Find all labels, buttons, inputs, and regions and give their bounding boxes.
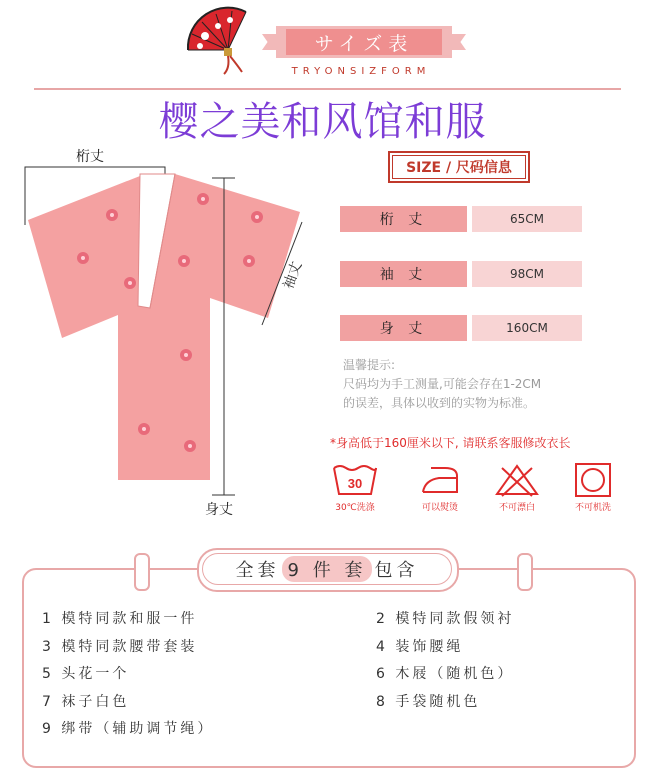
size-label: 袖 丈	[340, 261, 467, 287]
kimono-illustration	[0, 140, 330, 530]
tip-line: 尺码均为手工测量,可能会存在1-2CM	[343, 377, 542, 391]
set-items-right	[376, 606, 514, 716]
set-items-left	[42, 606, 214, 744]
size-label: 桁 丈	[340, 206, 467, 232]
size-row-yuki	[340, 206, 582, 232]
tip-box	[343, 356, 603, 413]
list-item: 9 绑带（辅助调节绳）	[42, 721, 215, 737]
list-item: 1 模特同款和服一件	[42, 611, 198, 627]
label-sleeve: 袖丈	[280, 259, 306, 292]
care-label: 30℃洗涤	[335, 503, 375, 513]
care-item-bleach	[482, 462, 552, 513]
wash-30-icon	[330, 462, 380, 498]
size-row-body	[340, 315, 582, 341]
no-machine-wash-icon	[568, 462, 618, 498]
tip-title: 温馨提示:	[343, 358, 396, 372]
tip-line: 的误差，具体以收到的实物为标准。	[343, 396, 536, 410]
label-yuki: 桁丈	[76, 149, 104, 165]
shop-name: 樱之美和风馆和服	[158, 99, 487, 145]
height-notice: *身高低于160厘米以下, 请联系客服修改衣长	[330, 436, 571, 450]
list-item: 7 袜子白色	[42, 693, 130, 710]
care-label: 可以熨烫	[421, 503, 458, 513]
page-subtitle: TRYONSIZFORM	[291, 66, 431, 77]
size-value: 65CM	[472, 206, 582, 232]
list-item: 8 手袋随机色	[376, 693, 481, 710]
care-item-iron	[405, 462, 475, 513]
size-row-sleeve	[340, 261, 582, 287]
set-title-pre: 全套	[235, 560, 280, 581]
set-title-count: 9 件 套	[282, 556, 373, 582]
care-item-machine	[558, 462, 628, 513]
label-body-length: 身丈	[205, 502, 233, 518]
care-item-wash	[320, 462, 390, 513]
panel-tab-left	[134, 553, 150, 591]
wash-temp: 30	[347, 476, 363, 491]
size-value: 160CM	[472, 315, 582, 341]
list-item: 5 头花一个	[42, 666, 130, 682]
list-item: 6 木屐（随机色）	[376, 666, 515, 682]
care-label: 不可漂白	[498, 503, 535, 513]
list-item: 3 模特同款腰带套装	[42, 638, 198, 655]
size-value: 98CM	[472, 261, 582, 287]
list-item: 2 模特同款假领衬	[376, 611, 515, 627]
ribbon-tail-right	[452, 34, 466, 50]
title-ribbon	[276, 26, 452, 58]
set-title	[202, 553, 452, 585]
care-label: 不可机洗	[574, 503, 611, 513]
set-title-post: 包含	[374, 560, 419, 581]
size-label: 身 丈	[340, 315, 467, 341]
size-heading: SIZE / 尺码信息	[388, 151, 530, 183]
no-bleach-icon	[492, 462, 542, 498]
panel-tab-right	[517, 553, 533, 591]
page-title: サイズ表	[286, 29, 442, 55]
list-item: 4 装饰腰绳	[376, 638, 464, 655]
iron-icon	[415, 462, 465, 498]
